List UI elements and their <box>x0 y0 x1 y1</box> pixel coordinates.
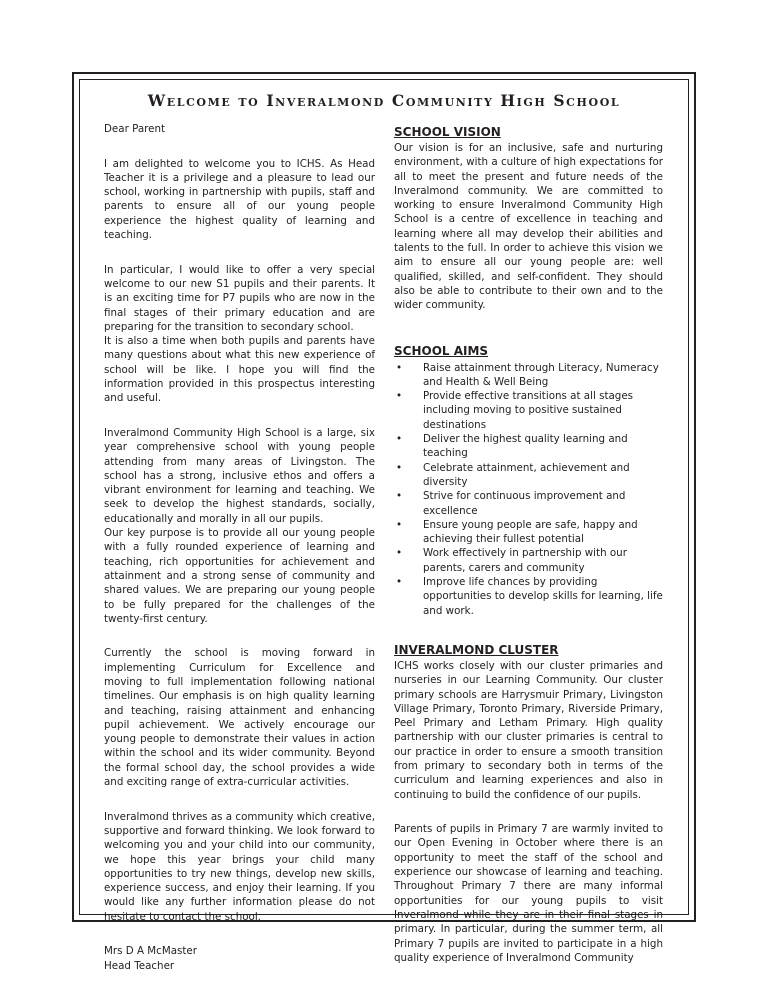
list-item: • Improve life chances by providing opportunities to develop skills for learning, life and work. <box>396 576 663 617</box>
community-paragraph: Inveralmond thrives as a community which creative, supportive and forward thinking. We look forward to welcoming you and your child into our community, we hope this year brings your child many opportunities to try new things, develop new skills, experience success, and enjoy their learning. If you would like any further information please do not hesitate to contact the school. <box>104 810 375 923</box>
bullet-icon: • <box>396 461 403 474</box>
list-item: • Celebrate attainment, achievement and diversity <box>396 461 630 488</box>
key-purpose-paragraph: Our key purpose is to provide all our young people with a fully rounded experience of learning and teaching, rich opportunities for achievement and attainment and a strong sense of community and shared values. We are preparing our young people to be fully prepared for the challenges of the twenty-first century. <box>104 527 375 625</box>
welcome-paragraph: In particular, I would like to offer a very special welcome to our new S1 pupils and their parents. It is an exciting time for P7 pupils who are now in the final stages of their primary education and are preparing for the transition to secondary school. <box>104 263 375 333</box>
list-item: • Deliver the highest quality learning and teaching <box>396 433 628 460</box>
signature-name: Mrs D A McMaster <box>104 945 197 958</box>
curriculum-paragraph: Currently the school is moving forward in implementing Curriculum for Excellence and moving to full implementation following national timelines. Our emphasis is on high quality learning and teaching, raising attainment and enhancing pupil achievement. We actively encourage our young people to demonstrate their values in action within the school and its wider community. Beyond the formal school day, the school provides a wide and exciting range of extra-curricular activities. <box>104 647 375 789</box>
bullet-icon: • <box>396 433 403 446</box>
list-item: • Ensure young people are safe, happy and achieving their fullest potential <box>396 518 638 546</box>
bullet-icon: • <box>396 518 403 531</box>
bullet-icon: • <box>396 490 403 503</box>
vision-heading: SCHOOL VISION <box>394 125 501 139</box>
bullet-icon: • <box>396 576 403 589</box>
list-item: • Work effectively in partnership with our parents, carers and community <box>396 547 627 574</box>
bullet-icon: • <box>396 361 403 374</box>
cluster-heading: INVERALMOND CLUSTER <box>394 642 559 657</box>
aims-heading: SCHOOL AIMS <box>394 343 489 358</box>
list-item: • Strive for continuous improvement and excellence <box>396 490 626 517</box>
bullet-icon: • <box>396 390 403 403</box>
list-item: • Provide effective transitions at all stages including moving to positive sustained destinations <box>396 390 634 431</box>
list-item: • Raise attainment through Literacy, Numeracy and Health & Well Being <box>396 361 659 388</box>
right-column <box>394 122 663 965</box>
vision-text: Our vision is for an inclusive, safe and nurturing environment, with a culture of high expectations for all to meet the present and future needs of the Inveralmond community. We are committed to working to ensure Inveralmond Community High School is a centre of excellence in teaching and learning where all may develop their abilities and talents to the full. In order to achieve this vision we aim to ensure all our young people are: well qualified, skilled, and self-confident. They should also be able to contribute to their own and to the wider community. <box>394 142 663 312</box>
school-description-paragraph: Inveralmond Community High School is a large, six year comprehensive school with young people attending from many areas of Livingston. The school has a strong, inclusive ethos and offers a vibrant environment for learning and teaching. We seek to develop the highest standards, socially, educationally and morally in all our pupils. <box>104 426 375 525</box>
intro-paragraph: I am delighted to welcome you to ICHS. As Head Teacher it is a privilege and a pleasure to lead our school, working in partnership with pupils, staff and parents to ensure all of our young people experience the highest quality of learning and teaching. <box>104 157 375 242</box>
left-column <box>104 122 375 973</box>
open-evening-paragraph: Parents of pupils in Primary 7 are warmly invited to our Open Evening in October where there is an opportunity to meet the staff of the school and experience our showcase of learning and teaching. Throughout Primary 7 there are many informal opportunities for our young pupils to visit Inveralmond while they are in their final stages in primary. In particular, during the summer term, all Primary 7 pupils are invited to participate in a high quality experience of Inveralmond Community <box>394 823 663 964</box>
welcome-paragraph-continued: It is also a time when both pupils and parents have many questions about what this new experience of school will be like. I hope you will find the information provided in this prospectus interesting and useful. <box>104 335 375 405</box>
salutation: Dear Parent <box>104 123 166 135</box>
bullet-icon: • <box>396 547 403 560</box>
cluster-paragraph: ICHS works closely with our cluster primaries and nurseries in our Learning Community. Our cluster primary schools are Harrysmuir Primary, Livingston Village Primary, Toronto Primary, Riverside Primary, Peel Primary and Letham Primary. High quality partnership with our cluster primaries is central to our practice in order to ensure a smooth transition from primary to secondary both in terms of the curriculum and learning experiences and also in continuing to build the confidence of our pupils. <box>394 659 663 801</box>
page-title: Welcome to Inveralmond Community High School <box>147 91 621 110</box>
signature-role: Head Teacher <box>104 959 175 972</box>
aims-list <box>394 361 663 618</box>
